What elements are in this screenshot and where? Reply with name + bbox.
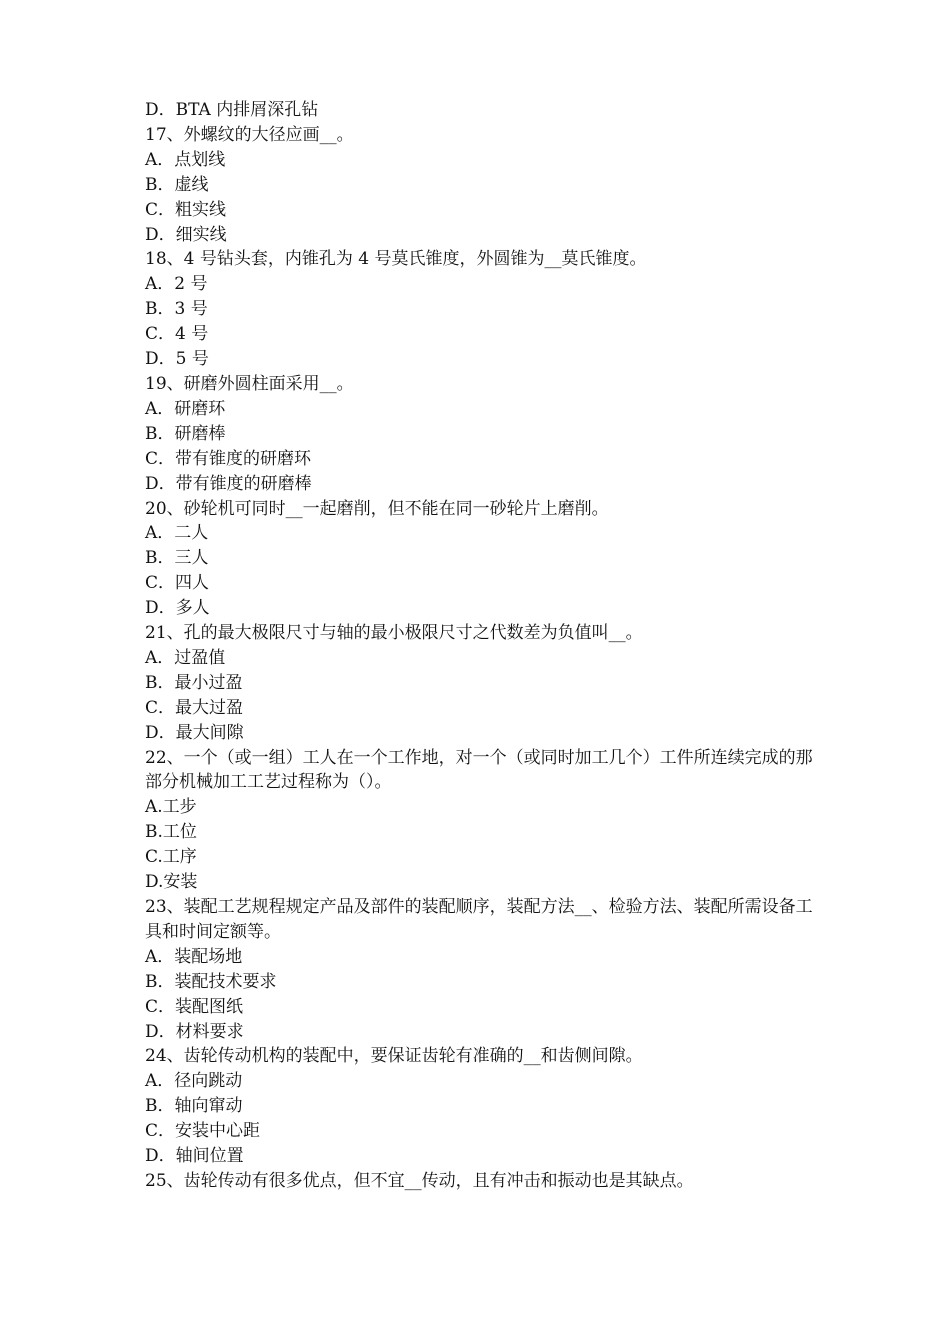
answer-option: B．三人 [145,548,209,569]
answer-option: A．二人 [145,523,209,544]
answer-option: D．带有锥度的研磨棒 [145,473,312,494]
answer-option: D．多人 [145,598,210,619]
answer-option: A．径向跳动 [145,1071,243,1092]
answer-option: C．4 号 [145,324,209,345]
question-text: 17、外螺纹的大径应画__。 [145,124,354,145]
question-text: 22、一个（或一组）工人在一个工作地，对一个（或同时加工几个）工件所连续完成的那部分机械加工工艺过程称为（）。 [145,747,813,793]
answer-option: A．点划线 [145,149,226,170]
answer-option: B．轴向窜动 [145,1096,243,1117]
question-text: 21、孔的最大极限尺寸与轴的最小极限尺寸之代数差为负值叫__。 [145,623,643,644]
answer-option: B．研磨棒 [145,423,226,444]
answer-option: C.工序 [145,847,197,868]
answer-option: D．细实线 [145,224,227,245]
answer-option: D．5 号 [145,349,209,370]
answer-option: D．轴间位置 [145,1146,244,1167]
question-text: 19、研磨外圆柱面采用__。 [145,373,354,394]
answer-option: C．安装中心距 [145,1121,261,1142]
answer-option: C．最大过盈 [145,697,244,718]
answer-option: B．最小过盈 [145,672,243,693]
answer-option: D．材料要求 [145,1021,244,1042]
answer-option: B.工位 [145,822,197,843]
answer-option: A.工步 [145,797,197,818]
question-text: 18、4 号钻头套，内锥孔为 4 号莫氏锥度，外圆锥为__莫氏锥度。 [145,249,647,270]
answer-option: B．虚线 [145,174,209,195]
answer-option: A．研磨环 [145,398,226,419]
answer-option: A．2 号 [145,274,208,295]
answer-option: B．3 号 [145,299,208,320]
answer-option: D．BTA 内排屑深孔钻 [145,100,319,120]
question-text: 23、装配工艺规程规定产品及部件的装配顺序，装配方法__、检验方法、装配所需设备工具和时间定额等。 [145,897,813,942]
answer-option: A．装配场地 [145,946,243,967]
question-text: 20、砂轮机可同时__一起磨削，但不能在同一砂轮片上磨削。 [145,498,609,519]
answer-option: B．装配技术要求 [145,971,277,992]
answer-option: C．四人 [145,573,210,594]
answer-option: C．带有锥度的研磨环 [145,448,312,469]
answer-option: C．粗实线 [145,199,227,220]
question-text: 24、齿轮传动机构的装配中，要保证齿轮有准确的__和齿侧间隙。 [145,1046,643,1067]
document-page [145,98,825,1194]
answer-option: C．装配图纸 [145,996,244,1017]
question-text: 25、齿轮传动有很多优点，但不宜__传动，且有冲击和振动也是其缺点。 [145,1170,694,1191]
answer-option: D.安装 [145,872,198,893]
answer-option: A．过盈值 [145,647,226,668]
answer-option: D．最大间隙 [145,722,244,743]
